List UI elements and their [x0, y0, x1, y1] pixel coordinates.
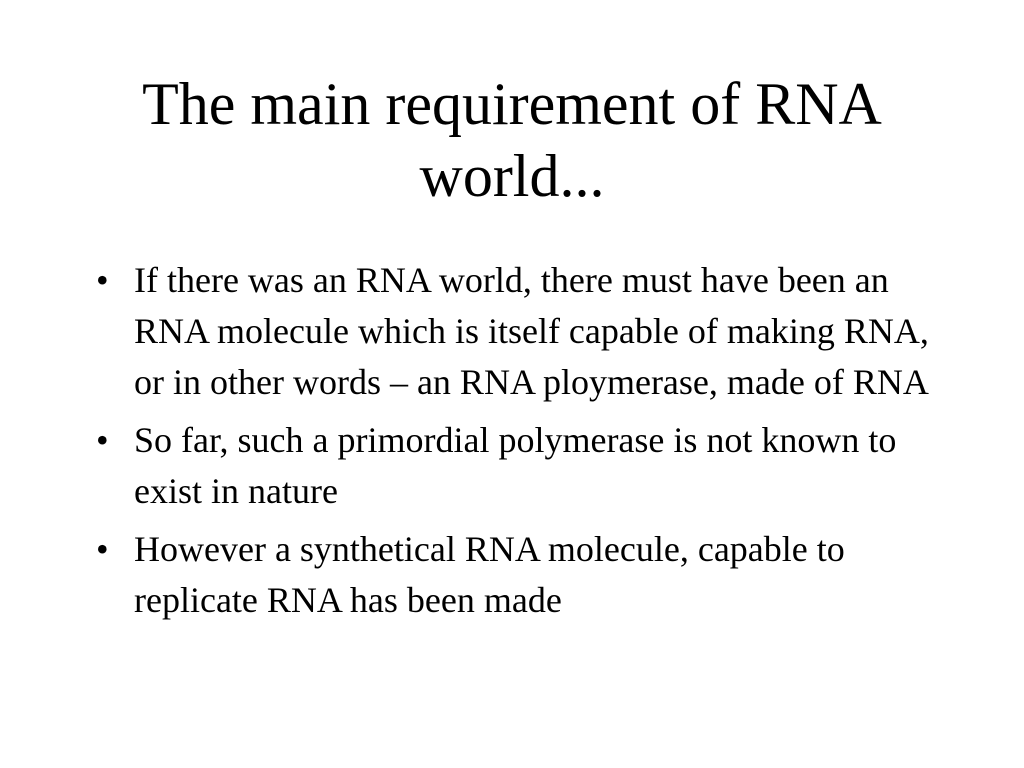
bullet-icon: • [96, 529, 109, 569]
bullet-item [96, 255, 956, 408]
bullet-list [96, 255, 956, 633]
bullet-text: However a synthetical RNA molecule, capable to replicate RNA has been made [134, 529, 845, 620]
bullet-icon: • [96, 420, 109, 460]
bullet-icon: • [96, 260, 109, 300]
bullet-text: If there was an RNA world, there must have been an RNA molecule which is itself capable of making RNA, or in other words – an RNA ploymerase, made of RNA [134, 260, 929, 402]
slide-title: The main requirement of RNA world... [142, 71, 882, 209]
bullet-item [96, 524, 956, 626]
bullet-text: So far, such a primordial polymerase is not known to exist in nature [134, 420, 897, 511]
bullet-item [96, 415, 956, 517]
